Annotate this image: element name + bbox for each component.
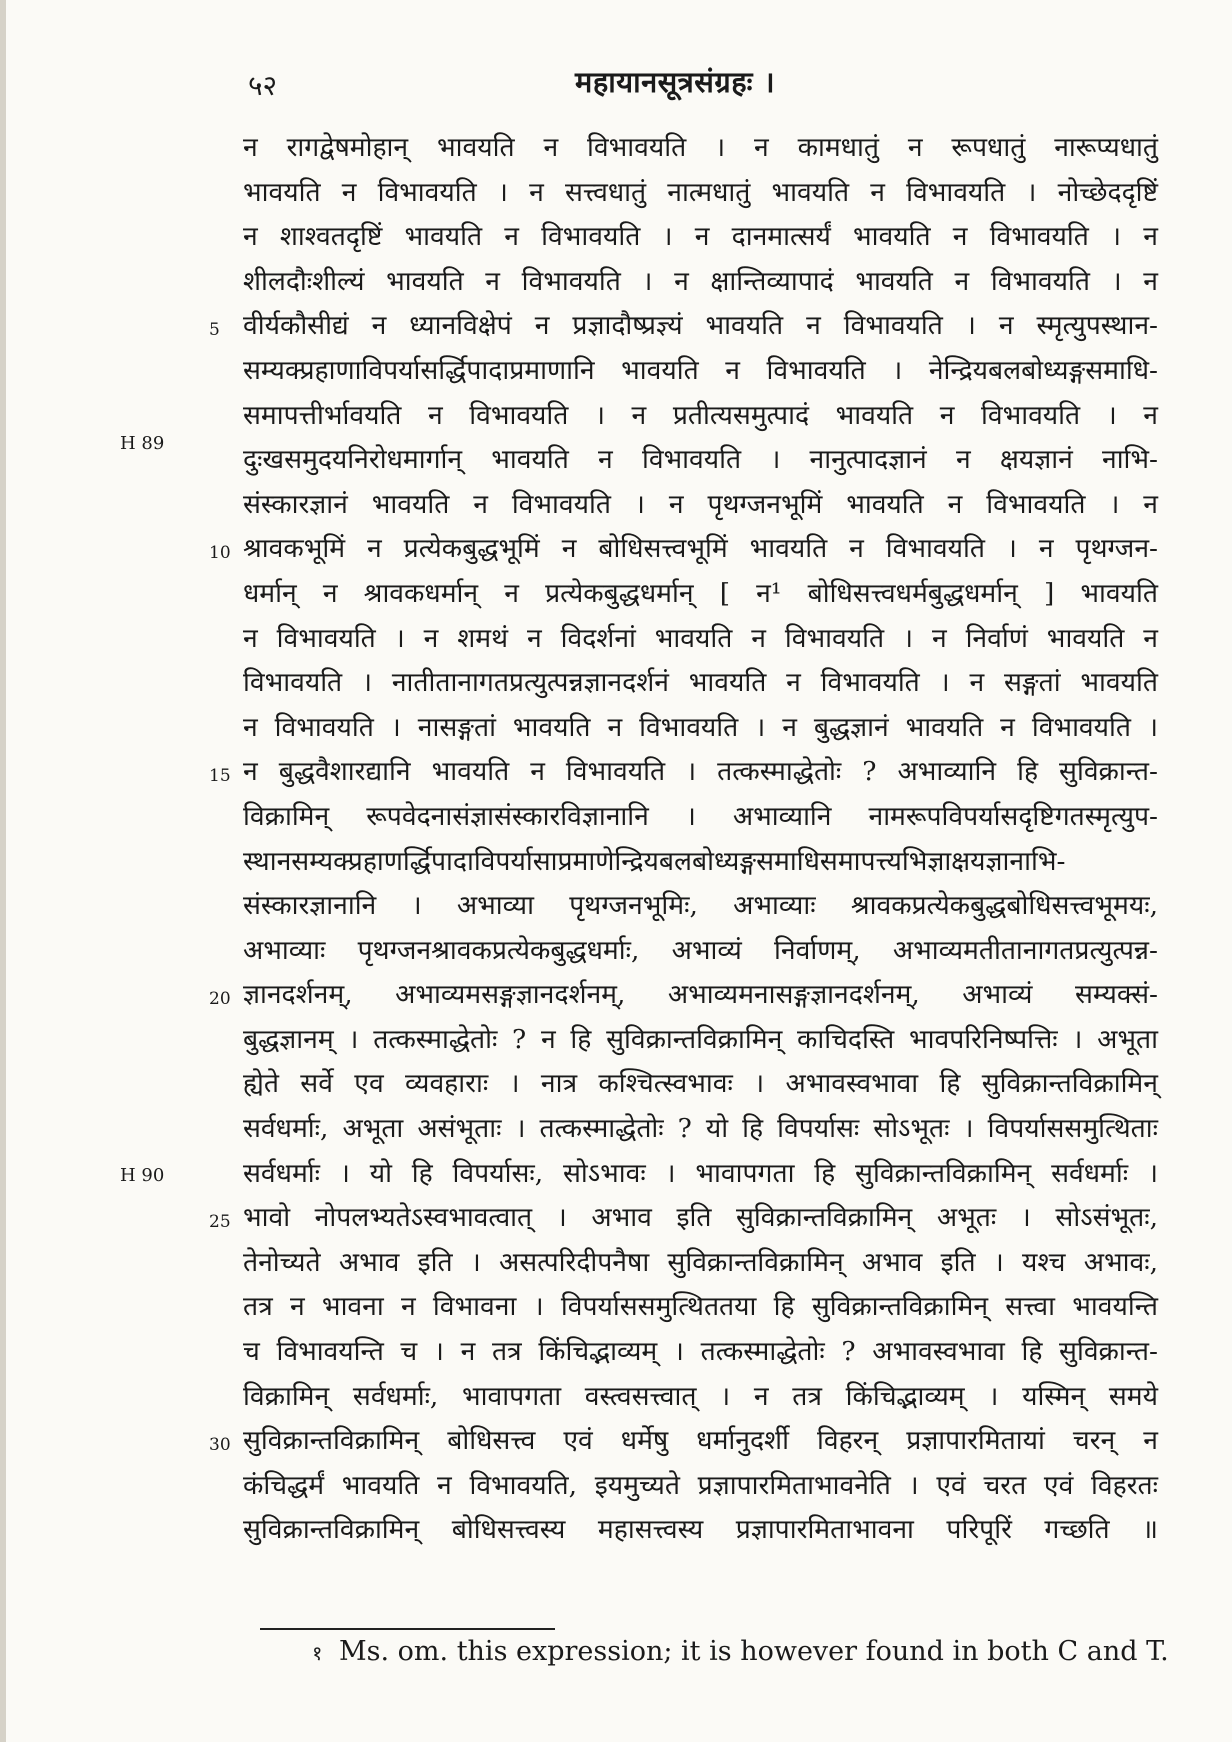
text-line xyxy=(209,1196,1158,1241)
text-line xyxy=(243,1018,1158,1063)
text-line xyxy=(243,795,1158,840)
line-text: तेनोच्यते अभाव इति । असत्परिदीपनैषा सुविक्रान्तविक्रामिन् अभाव इति । यश्च अभावः, xyxy=(243,1246,1158,1278)
text-line xyxy=(243,483,1158,528)
line-text: ह्येते सर्वे एव व्यवहाराः । नात्र कश्चित्स्वभावः । अभावस्वभावा हि सुविक्रान्तविक्रामिन् xyxy=(243,1068,1158,1100)
line-text: सर्वधर्माः । यो हि विपर्यासः, सोऽभावः । भावापगता हि सुविक्रान्तविक्रामिन् सर्वधर्माः । xyxy=(243,1157,1158,1189)
line-text: ज्ञानदर्शनम्, अभाव्यमसङ्गज्ञानदर्शनम्, अभाव्यमनासङ्गज्ञानदर्शनम्, अभाव्यं सम्यक्सं- xyxy=(243,979,1158,1011)
text-line xyxy=(243,929,1158,974)
text-line xyxy=(243,1152,1158,1197)
text-line xyxy=(243,171,1158,216)
line-number: 20 xyxy=(209,989,231,1010)
page-number: ५२ xyxy=(248,69,278,102)
text-line xyxy=(243,1107,1158,1152)
line-text: विक्रामिन् रूपवेदनासंज्ञासंस्कारविज्ञानानि । अभाव्यानि नामरूपविपर्यासदृष्टिगतस्मृत्युप- xyxy=(243,800,1158,832)
line-text: तत्र न भावना न विभावना । विपर्याससमुत्थिततया हि सुविक्रान्तविक्रामिन् सत्त्वा भावयन्ति xyxy=(243,1291,1158,1323)
line-text: संस्कारज्ञानं भावयति न विभावयति । न पृथग्जनभूमिं भावयति न विभावयति । न xyxy=(243,488,1158,520)
line-text: बुद्धज्ञानम् । तत्कस्माद्धेतोः ? न हि सुविक्रान्तविक्रामिन् काचिदस्ति भावपरिनिष्पत्तिः । अभूता xyxy=(243,1023,1158,1055)
margin-ref-h89: H 89 xyxy=(120,433,165,454)
footnote-rule xyxy=(260,1628,555,1630)
text-line xyxy=(209,750,1158,795)
text-line xyxy=(243,661,1158,706)
page-edge xyxy=(0,0,6,1742)
text-line xyxy=(243,1285,1158,1330)
line-text: न बुद्धवैशारद्यानि भावयति न विभावयति । तत्कस्माद्धेतोः ? अभाव्यानि हि सुविक्रान्त- xyxy=(243,756,1158,788)
text-line xyxy=(243,1330,1158,1375)
text-line xyxy=(243,438,1158,483)
line-text: विभावयति । नातीतानागतप्रत्युत्पन्नज्ञानदर्शनं भावयति न विभावयति । न सङ्गतां भावयति xyxy=(243,667,1158,699)
line-text: संस्कारज्ञानानि । अभाव्या पृथग्जनभूमिः, अभाव्याः श्रावकप्रत्येकबुद्धबोधिसत्त्वभूमयः, xyxy=(243,890,1158,922)
text-line xyxy=(243,1464,1158,1509)
text-line xyxy=(209,973,1158,1018)
line-number: 30 xyxy=(209,1435,231,1456)
text-line xyxy=(243,884,1158,929)
text-line xyxy=(243,349,1158,394)
line-text: समापत्तीर्भावयति न विभावयति । न प्रतीत्यसमुत्पादं भावयति न विभावयति । न xyxy=(243,399,1158,431)
line-text: धर्मान् न श्रावकधर्मान् न प्रत्येकबुद्धधर्मान् [ न¹ बोधिसत्त्वधर्मबुद्धधर्मान् ] भावयति xyxy=(243,577,1158,609)
text-line xyxy=(209,527,1158,572)
line-number: 25 xyxy=(209,1212,231,1233)
text-line xyxy=(243,840,1158,885)
line-text: श्रावकभूमिं न प्रत्येकबुद्धभूमिं न बोधिसत्त्वभूमिं भावयति न विभावयति । न पृथग्जन- xyxy=(243,533,1158,565)
text-line xyxy=(243,617,1158,662)
line-text: न शाश्वतदृष्टिं भावयति न विभावयति । न दानमात्सर्यं भावयति न विभावयति । न xyxy=(243,221,1158,253)
line-text: भावयति न विभावयति । न सत्त्वधातुं नात्मधातुं भावयति न विभावयति । नोच्छेददृष्टिं xyxy=(243,176,1158,208)
text-line xyxy=(243,1062,1158,1107)
text-line xyxy=(209,1419,1158,1464)
line-text: स्थानसम्यक्प्रहाणर्द्धिपादाविपर्यासाप्रमाणेन्द्रियबलबोध्यङ्गसमाधिसमापत्त्यभिज्ञाक्षयज्ञानाभि- xyxy=(243,845,1066,877)
margin-ref-h90: H 90 xyxy=(120,1165,165,1186)
text-line xyxy=(243,706,1158,751)
footnote-text: Ms. om. this expression; it is however found in both C and T. xyxy=(339,1636,1169,1667)
footnote xyxy=(312,1636,1169,1667)
body-text xyxy=(209,126,1158,1553)
line-text: भावो नोपलभ्यतेऽस्वभावत्वात् । अभाव इति सुविक्रान्तविक्रामिन् अभूतः । सोऽसंभूतः, xyxy=(243,1202,1158,1234)
line-text: दुःखसमुदयनिरोधमार्गान् भावयति न विभावयति । नानुत्पादज्ञानं न क्षयज्ञानं नाभि- xyxy=(243,444,1158,476)
line-text: सर्वधर्माः, अभूता असंभूताः । तत्कस्माद्धेतोः ? यो हि विपर्यासः सोऽभूतः । विपर्याससमुत्थिताः xyxy=(243,1113,1158,1145)
line-text: विक्रामिन् सर्वधर्माः, भावापगता वस्त्वसत्त्वात् । न तत्र किंचिद्भाव्यम् । यस्मिन् समये xyxy=(243,1380,1158,1412)
text-line xyxy=(243,572,1158,617)
line-text: न रागद्वेषमोहान् भावयति न विभावयति । न कामधातुं न रूपधातुं नारूप्यधातुं xyxy=(243,132,1158,163)
text-line xyxy=(243,1241,1158,1286)
line-text: सुविक्रान्तविक्रामिन् बोधिसत्त्व एवं धर्मेषु धर्मानुदर्शी विहरन् प्रज्ञापारमितायां चरन् न xyxy=(243,1425,1158,1457)
text-line xyxy=(243,260,1158,305)
text-line xyxy=(209,304,1158,349)
line-text: वीर्यकौसीद्यं न ध्यानविक्षेपं न प्रज्ञादौष्प्रज्ञ्यं भावयति न विभावयति । न स्मृत्युपस्थान- xyxy=(243,310,1158,342)
line-text: सम्यक्प्रहाणाविपर्यासर्द्धिपादाप्रमाणानि भावयति न विभावयति । नेन्द्रियबलबोध्यङ्गसमाधि- xyxy=(243,354,1158,386)
text-line xyxy=(243,1375,1158,1420)
line-text: न विभावयति । नासङ्गतां भावयति न विभावयति । न बुद्धज्ञानं भावयति न विभावयति । xyxy=(243,711,1158,743)
line-number: 15 xyxy=(209,766,231,787)
text-line xyxy=(243,126,1158,171)
line-text: कंचिद्धर्मं भावयति न विभावयति, इयमुच्यते प्रज्ञापारमिताभावनेति । एवं चरत एवं विहरतः xyxy=(243,1469,1158,1501)
line-text: सुविक्रान्तविक्रामिन् बोधिसत्त्वस्य महासत्त्वस्य प्रज्ञापारमिताभावना परिपूरिं गच्छति ॥ xyxy=(243,1514,1158,1546)
line-text: न विभावयति । न शमथं न विदर्शनां भावयति न विभावयति । न निर्वाणं भावयति न xyxy=(243,622,1158,654)
footnote-marker: १ xyxy=(312,1641,323,1665)
text-line xyxy=(243,394,1158,439)
line-number: 5 xyxy=(209,320,220,341)
text-line xyxy=(243,215,1158,260)
line-text: शीलदौःशील्यं भावयति न विभावयति । न क्षान्तिव्यापादं भावयति न विभावयति । न xyxy=(243,265,1158,297)
line-number: 10 xyxy=(209,543,231,564)
running-title: महायानसूत्रसंग्रहः । xyxy=(575,65,776,99)
text-line xyxy=(243,1508,1158,1553)
line-text: च विभावयन्ति च । न तत्र किंचिद्भाव्यम् । तत्कस्माद्धेतोः ? अभावस्वभावा हि सुविक्रान्त- xyxy=(243,1336,1158,1368)
line-text: अभाव्याः पृथग्जनश्रावकप्रत्येकबुद्धधर्माः, अभाव्यं निर्वाणम्, अभाव्यमतीतानागतप्रत्युत्पन्न- xyxy=(243,934,1158,966)
